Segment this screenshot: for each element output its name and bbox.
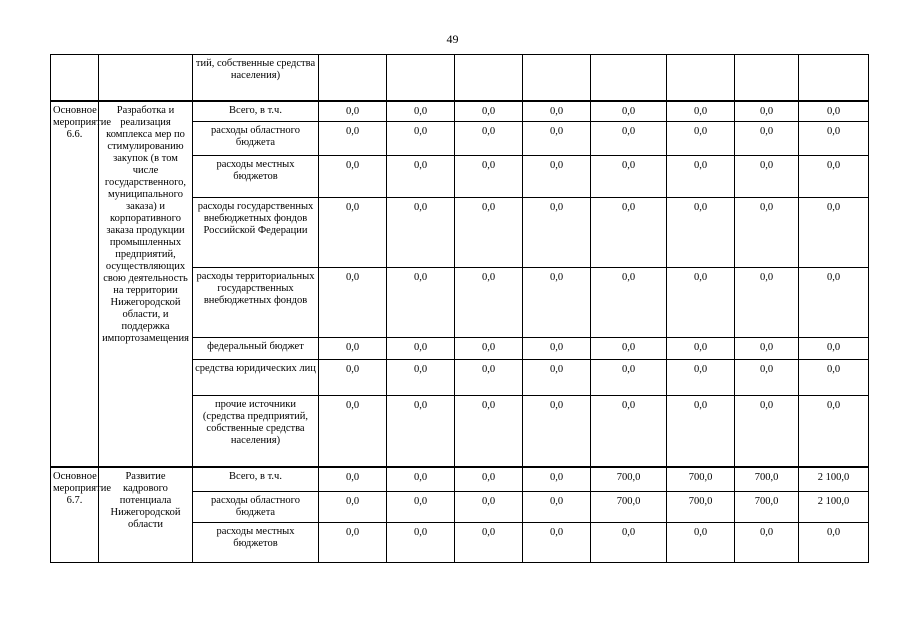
value-cell: 0,0: [667, 337, 735, 359]
value-cell: 0,0: [319, 337, 387, 359]
activity-name-cell: Развитие кадрового потенциала Нижегородской области: [99, 467, 193, 562]
value-cell: 0,0: [523, 155, 591, 197]
value-cell: 0,0: [591, 359, 667, 395]
value-cell: 0,0: [667, 101, 735, 122]
table-row: [51, 467, 869, 491]
value-cell: 0,0: [523, 101, 591, 122]
value-cell: 0,0: [319, 101, 387, 122]
budget-table: [50, 54, 869, 563]
funding-source-cell: расходы местных бюджетов: [193, 522, 319, 562]
value-cell: 0,0: [667, 121, 735, 155]
value-cell: 0,0: [319, 467, 387, 491]
value-cell: 700,0: [735, 467, 799, 491]
value-cell: 0,0: [591, 267, 667, 337]
value-cell: 0,0: [523, 359, 591, 395]
value-cell: 0,0: [387, 197, 455, 267]
value-cell: 0,0: [735, 197, 799, 267]
value-cell: 0,0: [455, 197, 523, 267]
value-cell: 0,0: [387, 522, 455, 562]
value-cell: [667, 55, 735, 101]
value-cell: 0,0: [387, 337, 455, 359]
code-cell: [51, 55, 99, 101]
activity-code-cell: Основное мероприятие 6.7.: [51, 467, 99, 562]
funding-source-cell: расходы областного бюджета: [193, 121, 319, 155]
value-cell: 2 100,0: [799, 491, 869, 522]
value-cell: 0,0: [319, 395, 387, 467]
value-cell: 0,0: [735, 337, 799, 359]
value-cell: 0,0: [735, 522, 799, 562]
value-cell: [387, 55, 455, 101]
value-cell: 0,0: [455, 522, 523, 562]
value-cell: 0,0: [319, 522, 387, 562]
value-cell: 0,0: [387, 467, 455, 491]
funding-source-cell: расходы областного бюджета: [193, 491, 319, 522]
value-cell: 0,0: [455, 101, 523, 122]
value-cell: 0,0: [799, 155, 869, 197]
activity-code-cell: Основное мероприятие 6.6.: [51, 101, 99, 468]
value-cell: 0,0: [735, 359, 799, 395]
value-cell: 0,0: [523, 121, 591, 155]
value-cell: 0,0: [735, 155, 799, 197]
value-cell: 0,0: [667, 267, 735, 337]
table-row: [51, 55, 869, 101]
funding-source-cell: федеральный бюджет: [193, 337, 319, 359]
value-cell: 0,0: [735, 101, 799, 122]
value-cell: 0,0: [455, 359, 523, 395]
value-cell: 0,0: [591, 197, 667, 267]
value-cell: 0,0: [319, 267, 387, 337]
value-cell: [735, 55, 799, 101]
value-cell: 0,0: [667, 522, 735, 562]
value-cell: 0,0: [319, 359, 387, 395]
page-number: 49: [446, 32, 459, 46]
value-cell: 0,0: [667, 197, 735, 267]
value-cell: 0,0: [455, 491, 523, 522]
value-cell: 0,0: [799, 121, 869, 155]
value-cell: 0,0: [735, 121, 799, 155]
value-cell: 0,0: [591, 337, 667, 359]
value-cell: 0,0: [523, 197, 591, 267]
value-cell: 0,0: [387, 121, 455, 155]
value-cell: 0,0: [735, 395, 799, 467]
value-cell: [523, 55, 591, 101]
value-cell: 0,0: [387, 155, 455, 197]
value-cell: 0,0: [799, 267, 869, 337]
value-cell: 0,0: [799, 337, 869, 359]
funding-source-cell: расходы территориальных государственных внебюджетных фондов: [193, 267, 319, 337]
value-cell: 0,0: [799, 197, 869, 267]
value-cell: 0,0: [799, 359, 869, 395]
value-cell: 700,0: [667, 467, 735, 491]
value-cell: 0,0: [523, 267, 591, 337]
value-cell: 0,0: [387, 101, 455, 122]
value-cell: 0,0: [319, 121, 387, 155]
value-cell: 0,0: [319, 155, 387, 197]
value-cell: 0,0: [799, 101, 869, 122]
value-cell: 700,0: [667, 491, 735, 522]
value-cell: 0,0: [455, 267, 523, 337]
value-cell: 700,0: [591, 491, 667, 522]
value-cell: 0,0: [455, 395, 523, 467]
value-cell: 0,0: [735, 267, 799, 337]
value-cell: [591, 55, 667, 101]
value-cell: 0,0: [799, 522, 869, 562]
value-cell: 0,0: [591, 155, 667, 197]
value-cell: 0,0: [667, 155, 735, 197]
value-cell: 0,0: [591, 395, 667, 467]
value-cell: 0,0: [523, 395, 591, 467]
value-cell: 700,0: [591, 467, 667, 491]
value-cell: 0,0: [455, 121, 523, 155]
table-row: [51, 101, 869, 122]
value-cell: 0,0: [387, 395, 455, 467]
funding-source-cell: расходы местных бюджетов: [193, 155, 319, 197]
value-cell: 0,0: [319, 197, 387, 267]
activity-name-cell: Разработка и реализация комплекса мер по стимулированию закупок (в том числе государственного, муниципального заказа) и корпоративного заказа продукции промышленных предприятий, осуществляющих свою деятельность на территории Нижегородской области, и поддержка импортозамещения: [99, 101, 193, 468]
value-cell: 0,0: [523, 491, 591, 522]
funding-source-cell: средства юридических лиц: [193, 359, 319, 395]
value-cell: 0,0: [523, 337, 591, 359]
value-cell: 0,0: [455, 337, 523, 359]
value-cell: 700,0: [735, 491, 799, 522]
value-cell: 0,0: [455, 467, 523, 491]
source-cell: тий, собственные средства населения): [193, 55, 319, 101]
value-cell: [799, 55, 869, 101]
name-cell: [99, 55, 193, 101]
value-cell: 0,0: [387, 359, 455, 395]
value-cell: [455, 55, 523, 101]
value-cell: 0,0: [667, 395, 735, 467]
value-cell: 0,0: [799, 395, 869, 467]
value-cell: 0,0: [319, 491, 387, 522]
value-cell: [319, 55, 387, 101]
value-cell: 0,0: [387, 267, 455, 337]
funding-source-cell: Всего, в т.ч.: [193, 467, 319, 491]
table-body: [51, 55, 869, 563]
value-cell: 0,0: [387, 491, 455, 522]
value-cell: 0,0: [455, 155, 523, 197]
value-cell: 0,0: [523, 522, 591, 562]
value-cell: 0,0: [591, 121, 667, 155]
value-cell: 0,0: [591, 101, 667, 122]
value-cell: 2 100,0: [799, 467, 869, 491]
funding-source-cell: прочие источники (средства предприятий, собственные средства населения): [193, 395, 319, 467]
funding-source-cell: расходы государственных внебюджетных фондов Российской Федерации: [193, 197, 319, 267]
value-cell: 0,0: [591, 522, 667, 562]
funding-source-cell: Всего, в т.ч.: [193, 101, 319, 122]
value-cell: 0,0: [523, 467, 591, 491]
value-cell: 0,0: [667, 359, 735, 395]
